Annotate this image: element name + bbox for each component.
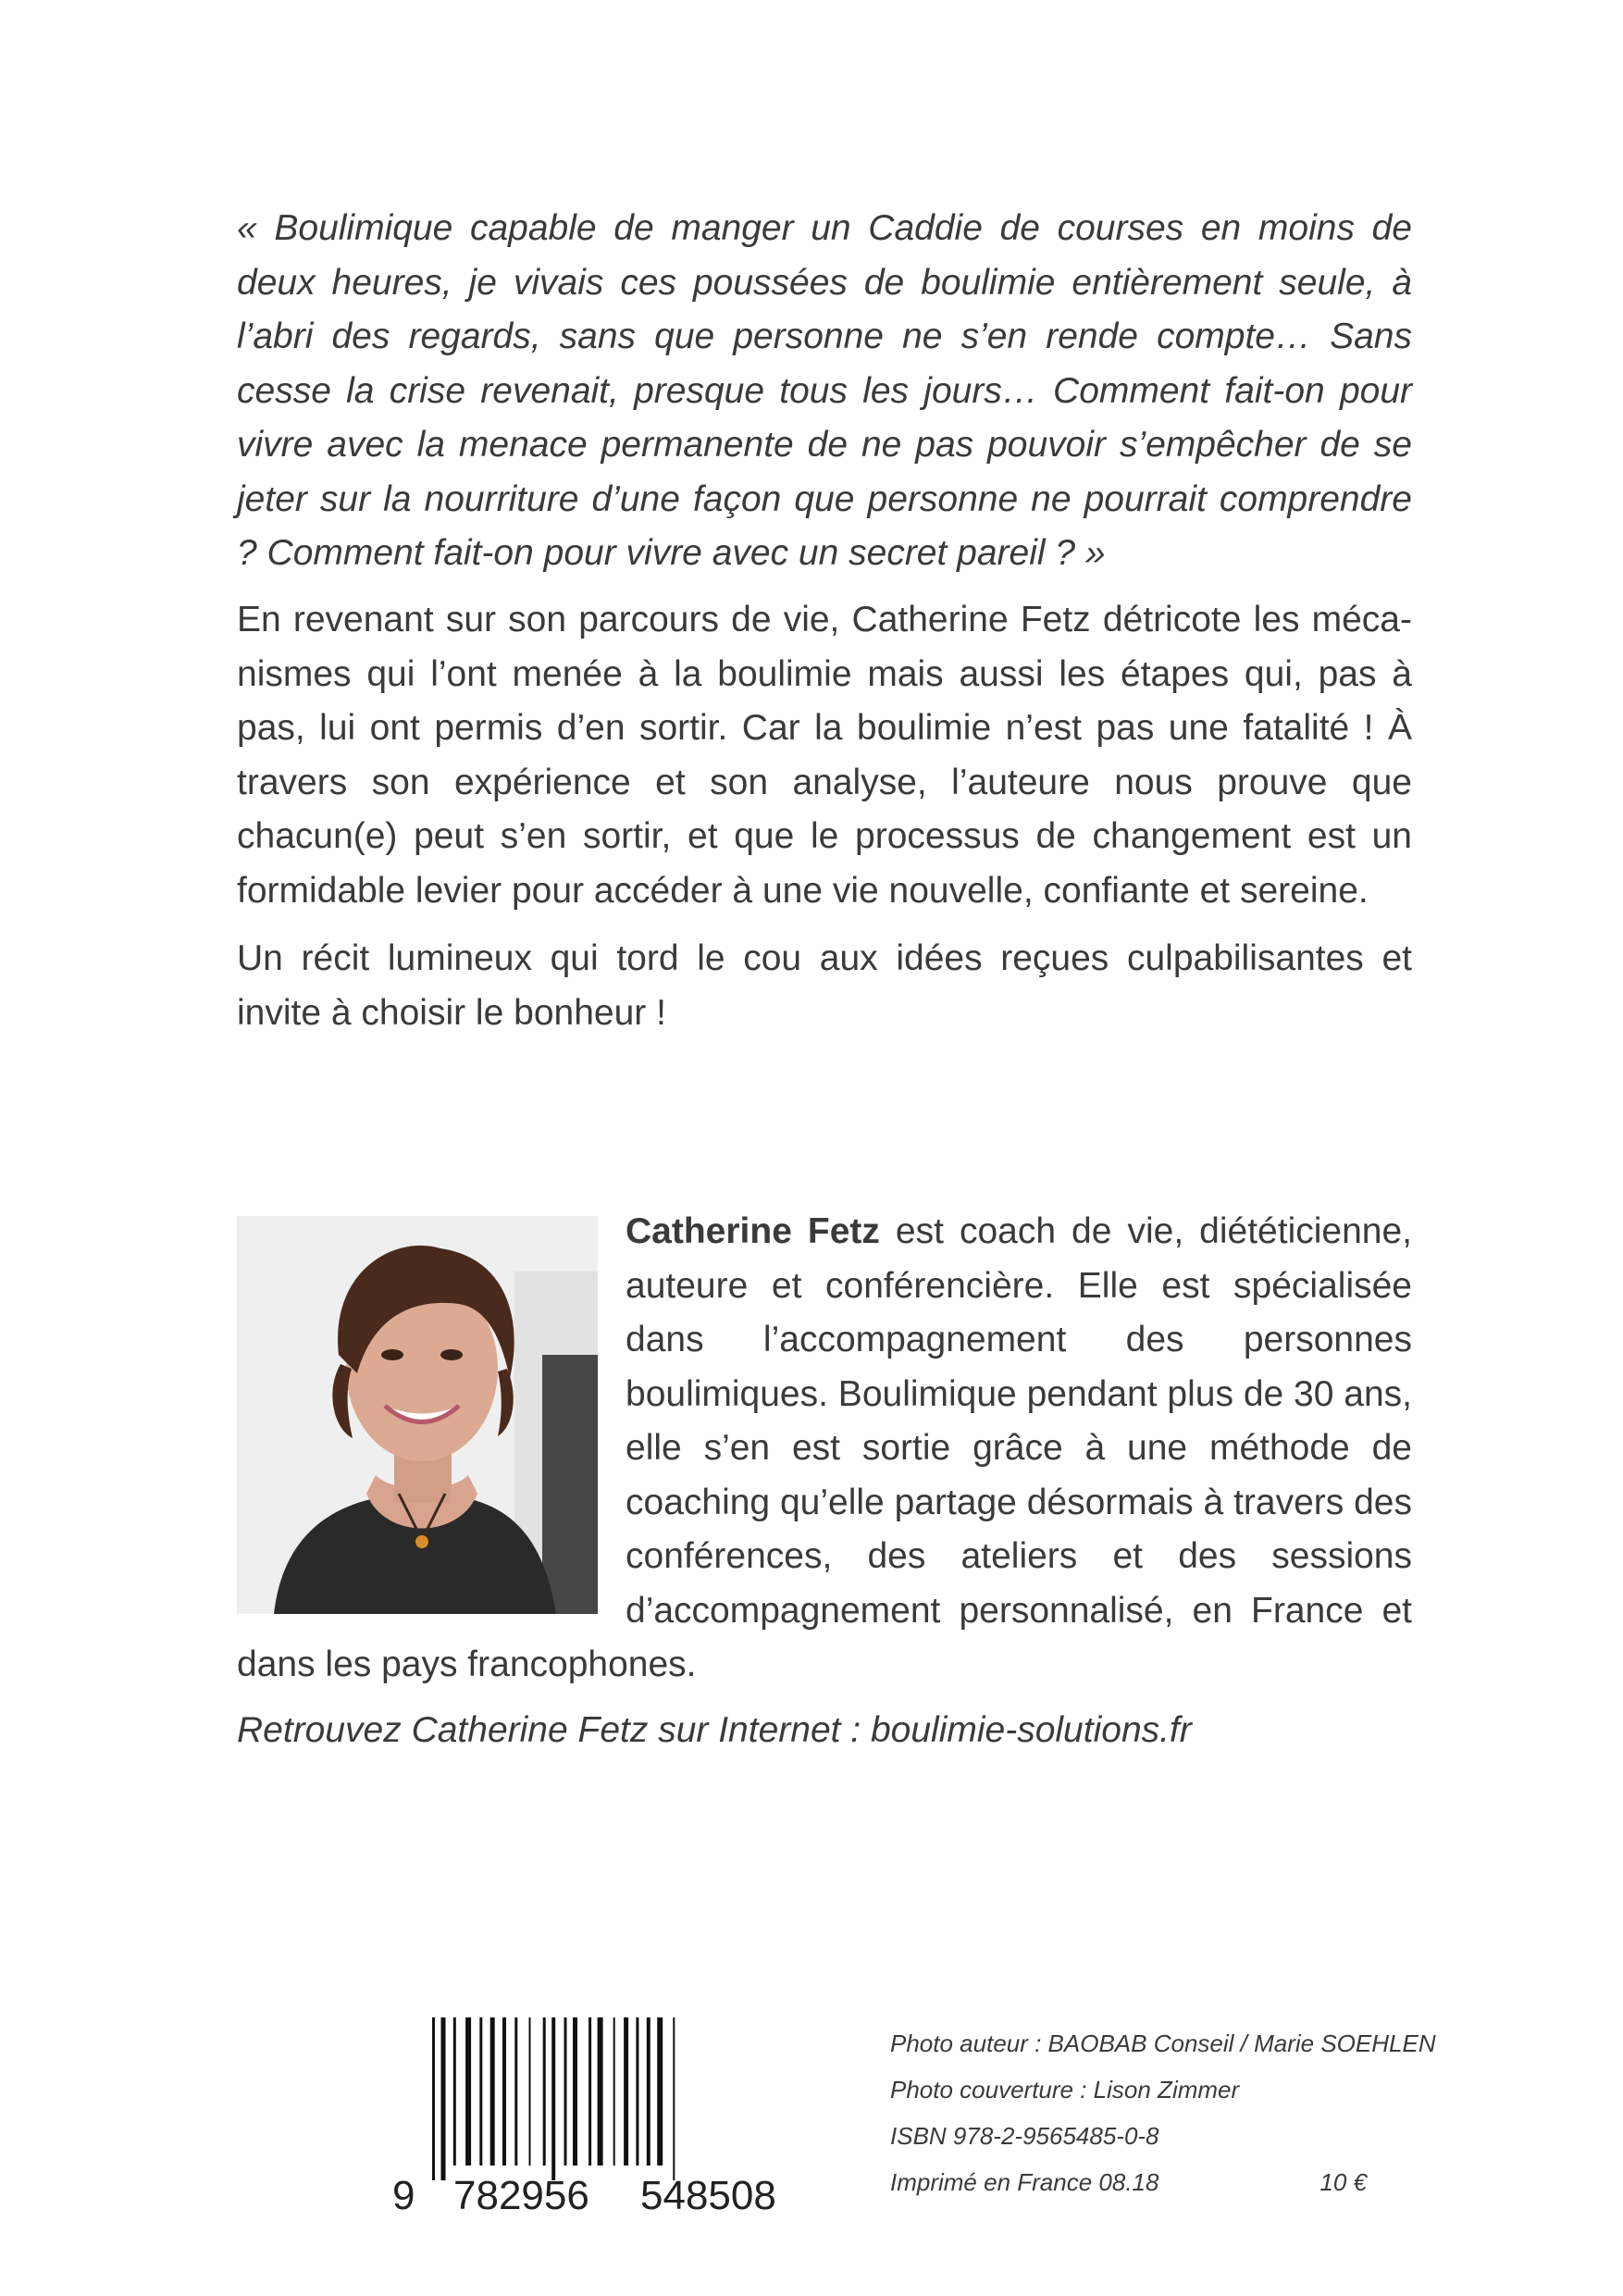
summary-paragraph-2: Un récit lumineux qui tord le cou aux idées reçues culpabilisantes et invite à choisir le bonheur ! (237, 938, 1412, 1033)
barcode-bar (441, 2017, 446, 2180)
barcode-bar (624, 2017, 628, 2166)
barcode-bar (453, 2017, 456, 2166)
barcode-bar (465, 2017, 471, 2166)
barcode-bar (502, 2017, 506, 2166)
barcode-bar (514, 2017, 517, 2166)
barcode-digits-right: 548508 (640, 2173, 776, 2218)
barcode-bar (551, 2017, 555, 2180)
price: 10 € (1319, 2168, 1367, 2196)
author-bio: est coach de vie, diététicienne, auteure et conférencière. Elle est spécialisée dans l’accompagnement des personnes boulimiques. Boulimique pendant plus de 30 ans, elle s’en est sortie grâce à une méthode de coaching qu’elle partage désormais à travers des conférences, des ateliers et des sessions d’accompagnement personnalisé, en France et dans les pays francophones. (237, 1211, 1413, 1684)
barcode-bar (479, 2017, 482, 2166)
isbn-number: ISBN 978-2-9565485-0-8 (890, 2122, 1159, 2150)
barcode-bar (543, 2017, 546, 2166)
barcode-digits (392, 2173, 818, 2228)
printing-line (890, 2159, 1413, 2205)
barcode-digits-left: 782956 (453, 2173, 589, 2218)
barcode-bar (588, 2017, 591, 2166)
barcode-bar (598, 2017, 603, 2166)
credit-photo-author: Photo auteur : BAOBAB Conseil / Marie SOEHLEN (890, 2029, 1436, 2057)
barcode-bar (529, 2017, 531, 2166)
barcode-bar (564, 2017, 567, 2166)
barcode-bar (673, 2017, 675, 2180)
credit-photo-cover: Photo couverture : Lison Zimmer (890, 2076, 1240, 2104)
summary-paragraph-1: En revenant sur son parcours de vie, Catherine Fetz détricote les mécanismes qui l’ont menée à la boulimie mais aussi les étapes qui, pas à pas, lui ont permis d’en sortir. Car la boulimie n’est pas une fatalité ! À travers son expérience et son analyse, l’auteure nous prouve que chacun(e) peut s’en sortir, et que le processus de changement est un formidable levier pour accéder à une vie nouvelle, confiante et sereine. (237, 600, 1412, 911)
printed-info: Imprimé en France 08.18 (890, 2168, 1159, 2196)
author-portrait-icon (237, 1216, 598, 1614)
barcode-bar (657, 2017, 663, 2166)
summary (237, 593, 1412, 1054)
author-photo (237, 1216, 598, 1614)
barcode-bar (432, 2017, 435, 2180)
barcode-bars (432, 2017, 812, 2180)
pull-quote: « Boulimique capable de manger un Caddie de courses en moins de deux heures, je vivais ces poussées de boulimie entièrement seule, à l’abri des regards, sans que personne ne s’en rende compte… Sans cesse la crise revenait, presque tous les jours… Comment fait-on pour vivre avec la menace permanente de ne pas pouvoir s’empêcher de se jeter sur la nourriture d’une façon que personne ne pourrait comprendre ? Comment fait-on pour vivre avec un secret pareil ? » (237, 208, 1412, 573)
author-name: Catherine Fetz (626, 1211, 880, 1251)
credits (890, 2020, 1436, 2205)
barcode-bar (647, 2017, 650, 2166)
barcode-bar (490, 2017, 495, 2166)
barcode-bar (573, 2017, 577, 2166)
author-section (237, 1205, 1412, 1757)
barcode-digit-prefix: 9 (392, 2173, 415, 2218)
author-website-line: Retrouvez Catherine Fetz sur Internet : boulimie-solutions.fr (237, 1709, 1192, 1750)
barcode-bar (636, 2017, 638, 2166)
barcode-bar (613, 2017, 615, 2166)
isbn-barcode (392, 2017, 818, 2236)
